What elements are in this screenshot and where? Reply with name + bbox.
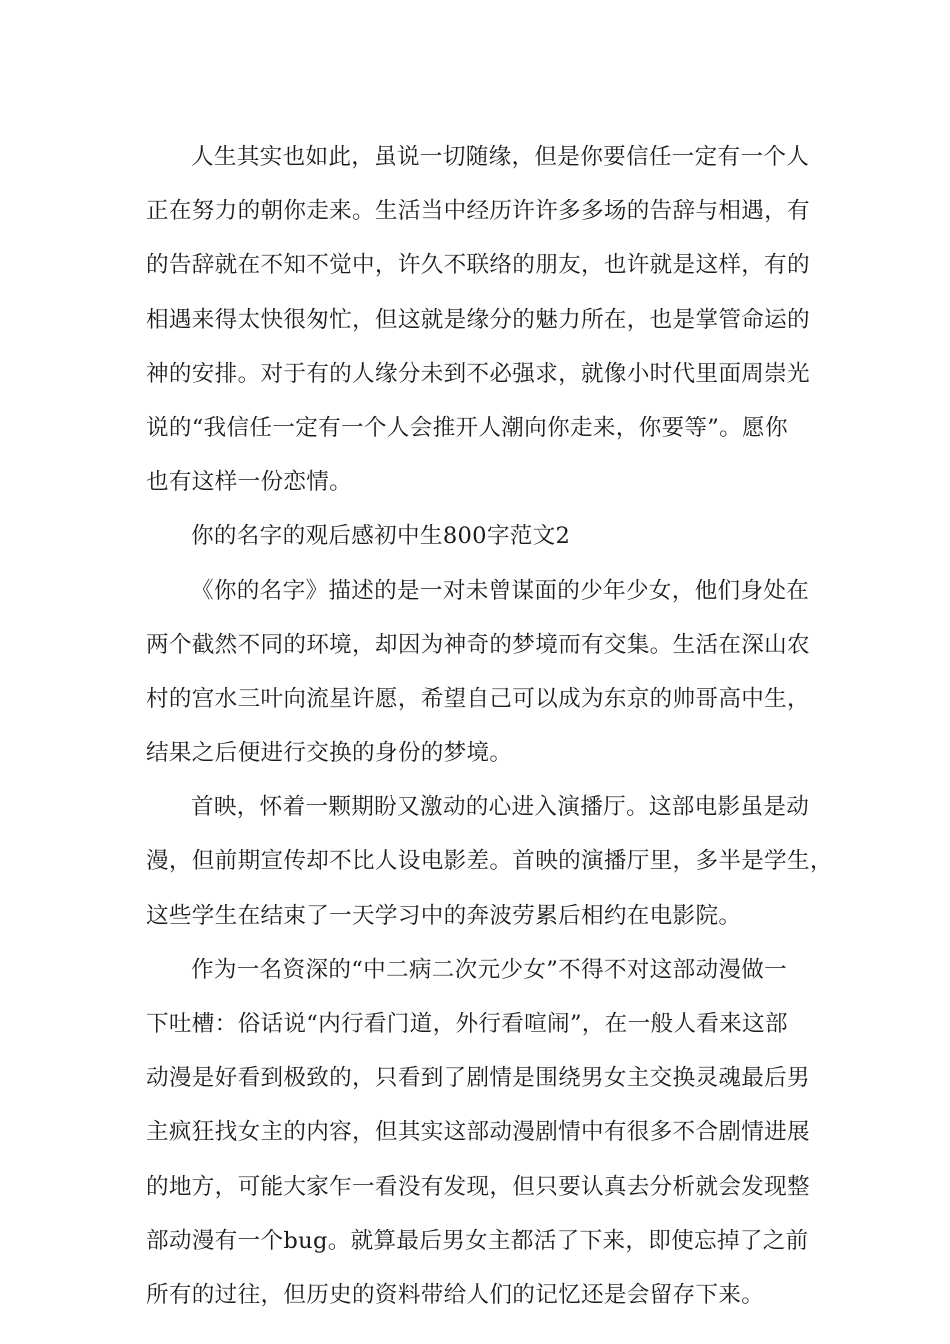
paragraph-line: 结果之后便进行交换的身份的梦境。 <box>146 740 513 767</box>
heading-line: 你的名字的观后感初中生800字范文2 <box>191 523 571 550</box>
paragraph-line: 所有的过往，但历史的资料带给人们的记忆还是会留存下来。 <box>146 1281 765 1308</box>
paragraph-line: 相遇来得太快很匆忙，但这就是缘分的魅力所在，也是掌管命运的 <box>146 306 810 333</box>
paragraph-line: 正在努力的朝你走来。生活当中经历许许多多场的告辞与相遇，有 <box>146 198 810 225</box>
paragraph-line: 人生其实也如此，虽说一切随缘，但是你要信任一定有一个人 <box>191 144 810 170</box>
paragraph-line: 的地方，可能大家乍一看没有发现，但只要认真去分析就会发现整 <box>146 1173 810 1200</box>
paragraph-line: 说的“我信任一定有一个人会推开人潮向你走来，你要等”。愿你 <box>146 414 788 441</box>
paragraph-line: 部动漫有一个bug。就算最后男女主都活了下来，即使忘掉了之前 <box>146 1227 809 1254</box>
document-body <box>146 130 833 1322</box>
paragraph-line: 作为一名资深的“中二病二次元少女”不得不对这部动漫做一 <box>191 956 788 983</box>
paragraph-line: 《你的名字》描述的是一对未曾谋面的少年少女，他们身处在 <box>191 577 810 604</box>
paragraph-line: 两个截然不同的环境，却因为神奇的梦境而有交集。生活在深山农 <box>146 631 810 658</box>
paragraph-2 <box>146 564 826 781</box>
paragraph-line: 主疯狂找女主的内容，但其实这部动漫剧情中有很多不合剧情进展 <box>146 1119 810 1146</box>
paragraph-line: 的告辞就在不知不觉中，许久不联络的朋友，也许就是这样，有的 <box>146 252 810 279</box>
paragraph-line: 首映，怀着一颗期盼又激动的心进入演播厅。这部电影虽是动 <box>191 794 810 821</box>
paragraph-line: 漫，但前期宣传却不比人设电影差。首映的演播厅里，多半是学生， <box>146 848 833 875</box>
paragraph-3 <box>146 780 833 943</box>
paragraph-line: 这些学生在结束了一天学习中的奔波劳累后相约在电影院。 <box>146 902 742 929</box>
paragraph-1 <box>146 130 826 509</box>
paragraph-line: 也有这样一份恋情。 <box>146 469 353 496</box>
paragraph-line: 村的宫水三叶向流星许愿，希望自己可以成为东京的帅哥高中生， <box>146 685 810 712</box>
paragraph-line: 动漫是好看到极致的，只看到了剧情是围绕男女主交换灵魂最后男 <box>146 1065 810 1092</box>
paragraph-4 <box>146 943 826 1322</box>
section-heading <box>146 509 826 563</box>
paragraph-line: 神的安排。对于有的人缘分未到不必强求，就像小时代里面周崇光 <box>146 360 810 387</box>
paragraph-line: 下吐槽：俗话说“内行看门道，外行看喧闹”，在一般人看来这部 <box>146 1011 788 1037</box>
